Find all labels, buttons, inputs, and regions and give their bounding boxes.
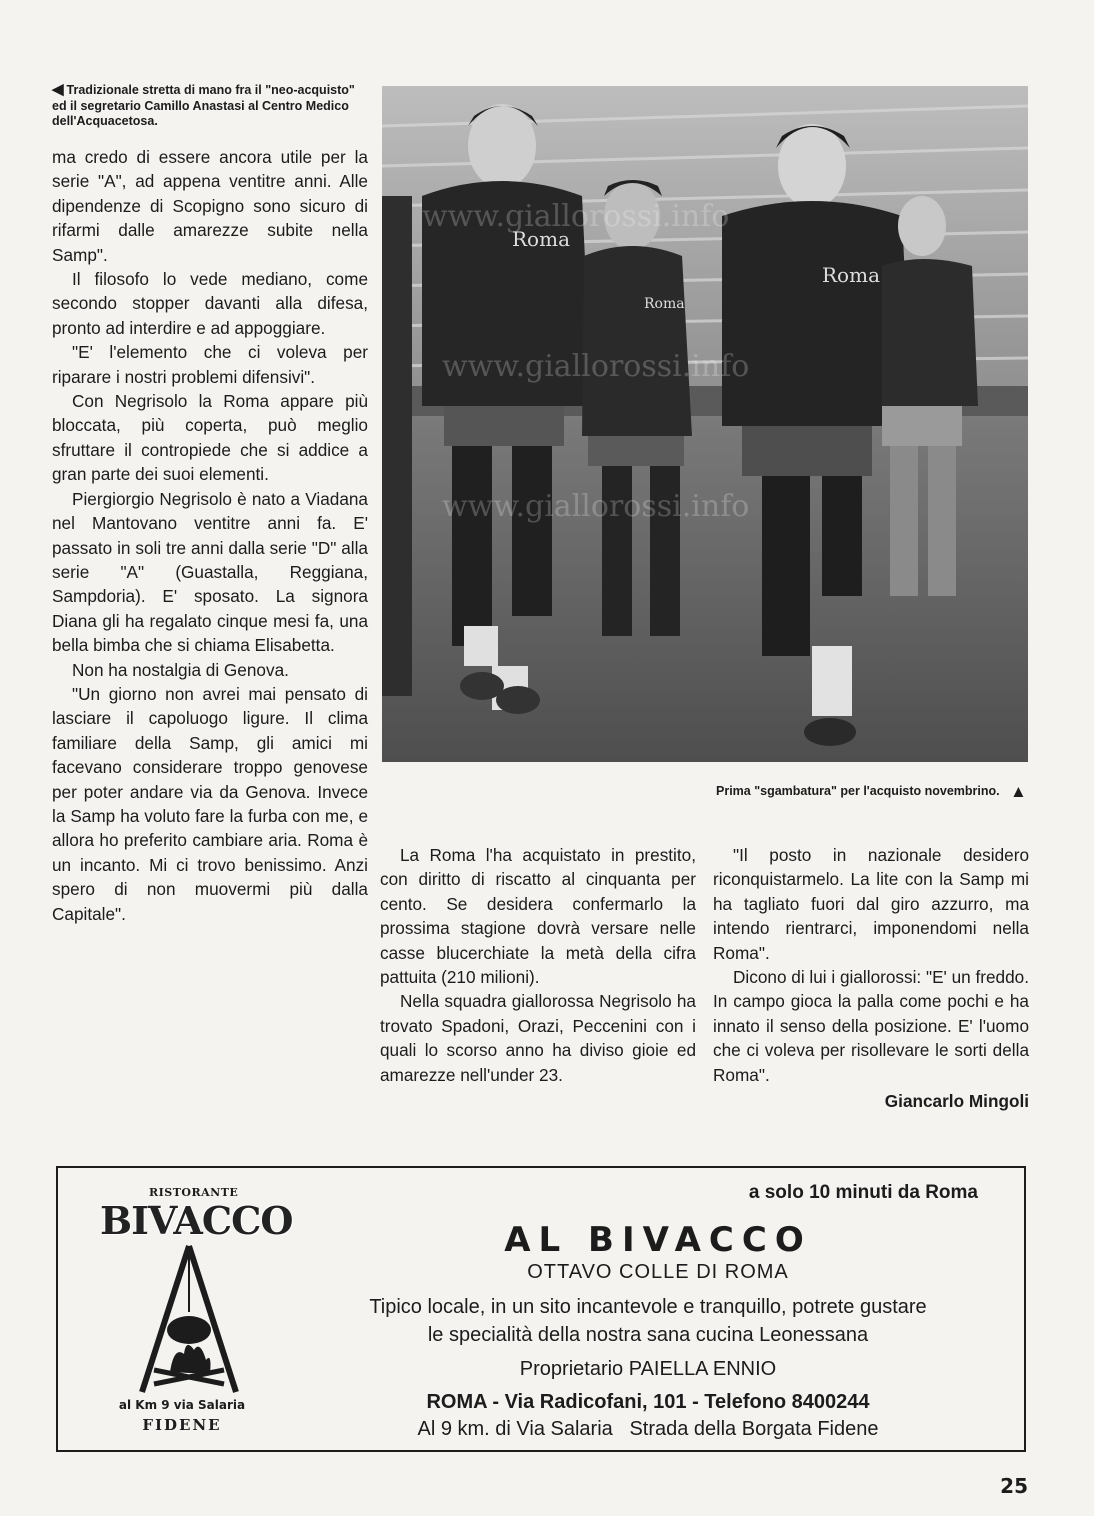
article-column-1: [52, 145, 368, 926]
paragraph: Con Negrisolo la Roma appare più bloccata, più coperta, può meglio sfruttare il contropiede che si addice a gran parte dei suoi elementi.: [52, 391, 368, 485]
article-column-3: [713, 843, 1029, 1113]
page-number: 25: [1000, 1474, 1028, 1498]
logo-small-text: RISTORANTE: [149, 1186, 239, 1199]
paragraph: "Un giorno non avrei mai pensato di lasciare il capoluogo ligure. Il clima familiare della Samp, gli amici mi facevano considerare troppo genovese per poter andare via da Genova. Invece la Samp ha voluto fare la furba con me, e allora ho preferito cambiare aria. Roma è un incanto. Mi ci trovo benissimo. Anzi spero di non muovermi più dalla Capitale".: [52, 683, 368, 924]
logo-place-text: FIDENE: [142, 1416, 222, 1434]
svg-text:www.giallorossi.info: www.giallorossi.info: [422, 199, 730, 234]
paragraph: ma credo di essere ancora utile per la serie "A", ad appena ventitre anni. Alle dipendenze di Scopigno sono sicuro di rifarmi dalle amarezze subite nella Samp".: [52, 147, 368, 265]
photo-illustration: [382, 86, 1028, 762]
campfire-icon: [134, 1242, 244, 1398]
restaurant-logo: [94, 1186, 294, 1436]
ad-tagline: a solo 10 minuti da Roma: [748, 1182, 978, 1203]
ad-description-line-2: le specialità della nostra sana cucina Leonessana: [427, 1324, 869, 1346]
author-signature: Giancarlo Mingoli: [884, 1091, 1029, 1112]
svg-text:Roma: Roma: [822, 263, 880, 287]
paragraph: [52, 267, 368, 340]
ad-restaurant-name: AL BIVACCO: [504, 1220, 812, 1260]
caption-top-text: Tradizionale stretta di mano fra il "neo-acquisto" ed il segretario Camillo Anastasi al Centro Medico dell'Acquacetosa.: [52, 83, 355, 128]
logo-brand-text: BIVACCO: [100, 1198, 293, 1243]
svg-text:www.giallorossi.info: www.giallorossi.info: [442, 349, 750, 384]
restaurant-advertisement: [56, 1166, 1026, 1452]
svg-text:Roma: Roma: [512, 227, 570, 251]
paragraph: "Il posto in nazionale desidero riconquistarmelo. La lite con la Samp mi ha tagliato fuori dal giro azzurro, ma intendo rientrarci, imponendomi nella Roma".: [713, 845, 1029, 963]
article-column-2: [380, 843, 696, 1087]
paragraph: Non ha nostalgia di Genova.: [72, 659, 289, 680]
ad-subtitle: OTTAVO COLLE DI ROMA: [527, 1261, 789, 1283]
svg-text:Roma: Roma: [644, 296, 685, 312]
photo-caption-bottom: Prima "sgambatura" per l'acquisto novembrino.: [716, 784, 1000, 798]
ad-address: ROMA - Via Radicofani, 101 - Telefono 8400244: [426, 1391, 870, 1413]
ad-owner: Proprietario PAIELLA ENNIO: [519, 1358, 777, 1380]
paragraph-text: Il filosofo lo vede mediano, come secondo stopper davanti alla difesa, pronto ad interdire e ad appoggiare.: [52, 269, 368, 338]
paragraph: La Roma l'ha acquistato in prestito, con diritto di riscatto al cinquanta per cento. Se desidera confermarlo la prossima stagione dovrà versare nelle casse blucerchiate la metà della cifra pattuita (210 milioni).: [380, 845, 696, 988]
paragraph: Piergiorgio Negrisolo è nato a Viadana nel Mantovano ventitre anni fa. E' passato in soli tre anni dalla serie "D" alla serie "A" (Guastalla, Reggiana, Sampdoria). E' sposato. La signora Diana gli ha regalato cinque mesi fa, una bella bimba che si chiama Elisabetta.: [52, 488, 368, 656]
photo-caption-top: [52, 82, 370, 130]
triangle-up-icon: ▲: [1010, 782, 1027, 801]
logo-km-text: al Km 9 via Salaria: [118, 1398, 246, 1412]
paragraph: "E' l'elemento che ci voleva per riparare i nostri problemi difensivi".: [52, 342, 368, 387]
triangle-left-icon: ◀: [52, 81, 64, 98]
svg-text:www.giallorossi.info: www.giallorossi.info: [442, 489, 750, 524]
paragraph: Dicono di lui i giallorossi: "E' un freddo. In campo gioca la palla come pochi e ha innato il senso della posizione. E' l'uomo che ci voleva per risollevare le sorti della Roma".: [713, 967, 1029, 1085]
ad-directions: Al 9 km. di Via Salaria Strada della Borgata Fidene: [417, 1418, 879, 1440]
paragraph: Nella squadra giallorossa Negrisolo ha trovato Spadoni, Orazi, Peccenini con i quali lo scorso anno ha diviso gioie ed amarezze nell'under 23.: [380, 991, 696, 1085]
ad-description-line-1: Tipico locale, in un sito incantevole e tranquillo, potrete gustare: [369, 1296, 927, 1318]
team-training-photo: [382, 86, 1028, 762]
